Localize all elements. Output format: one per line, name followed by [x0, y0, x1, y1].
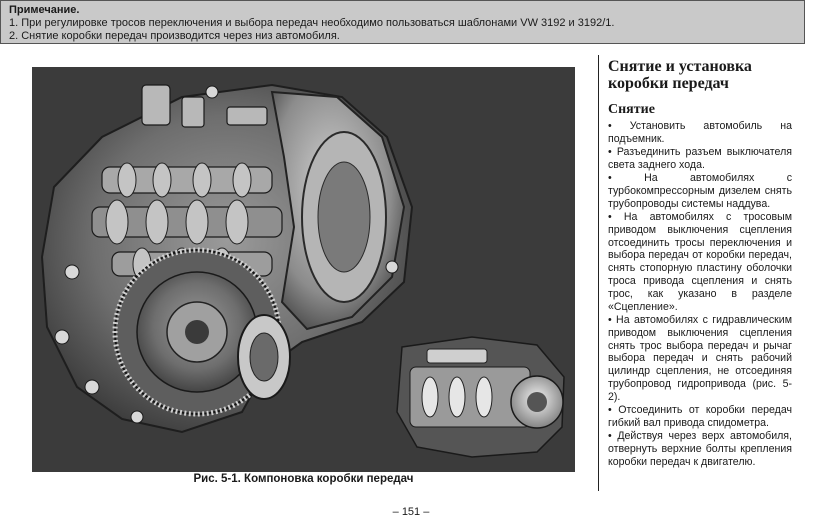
figure-caption: Рис. 5-1. Компоновка коробки передач	[193, 473, 414, 485]
step-item: • На автомобилях с тросовым приводом выключения сцепления отсоединить тросы переключения и выбора передач от коробки передач, снять стопорную пластину оболочки троса привода сцепления и снять трос, как указано в разделе «Сцепление».	[608, 211, 792, 313]
note-box	[0, 0, 805, 44]
step-item: • Установить автомобиль на подъемник.	[608, 120, 792, 145]
note-line-2: 2. Снятие коробки передач производится через низ автомобиля.	[9, 30, 340, 42]
steps-list	[608, 120, 792, 469]
step-item: • Разъединить разъем выключателя света заднего хода.	[608, 146, 792, 171]
text-column	[608, 58, 792, 469]
section-title: Снятие и установка коробки передач	[608, 58, 752, 92]
note-title: Примечание.	[9, 4, 80, 16]
column-divider	[598, 55, 599, 491]
step-item: • Действуя через верх автомобиля, отвернуть верхние болты крепления коробки передач к двигателю.	[608, 430, 792, 468]
page-number: – 151 –	[392, 506, 430, 518]
note-line-1: 1. При регулировке тросов переключения и выбора передач необходимо пользоваться шаблонами VW 3192 и 3192/1.	[9, 17, 615, 29]
step-item: • На автомобилях с турбокомпрессорным дизелем снять трубопроводы системы наддува.	[608, 172, 792, 210]
gearbox-drawing	[32, 67, 575, 472]
gearbox-illustration	[32, 67, 575, 472]
step-item: • Отсоединить от коробки передач гибкий вал привода спидометра.	[608, 404, 792, 429]
step-item: • На автомобилях с гидравлическим приводом выключения сцепления снять трос выбора передач и рычаг выбора передач и снять рабочий цилиндр сцепления, не отсоединяя трубопровод гидропривода (рис. 5-2).	[608, 313, 792, 403]
subsection-title: Снятие	[608, 102, 655, 117]
